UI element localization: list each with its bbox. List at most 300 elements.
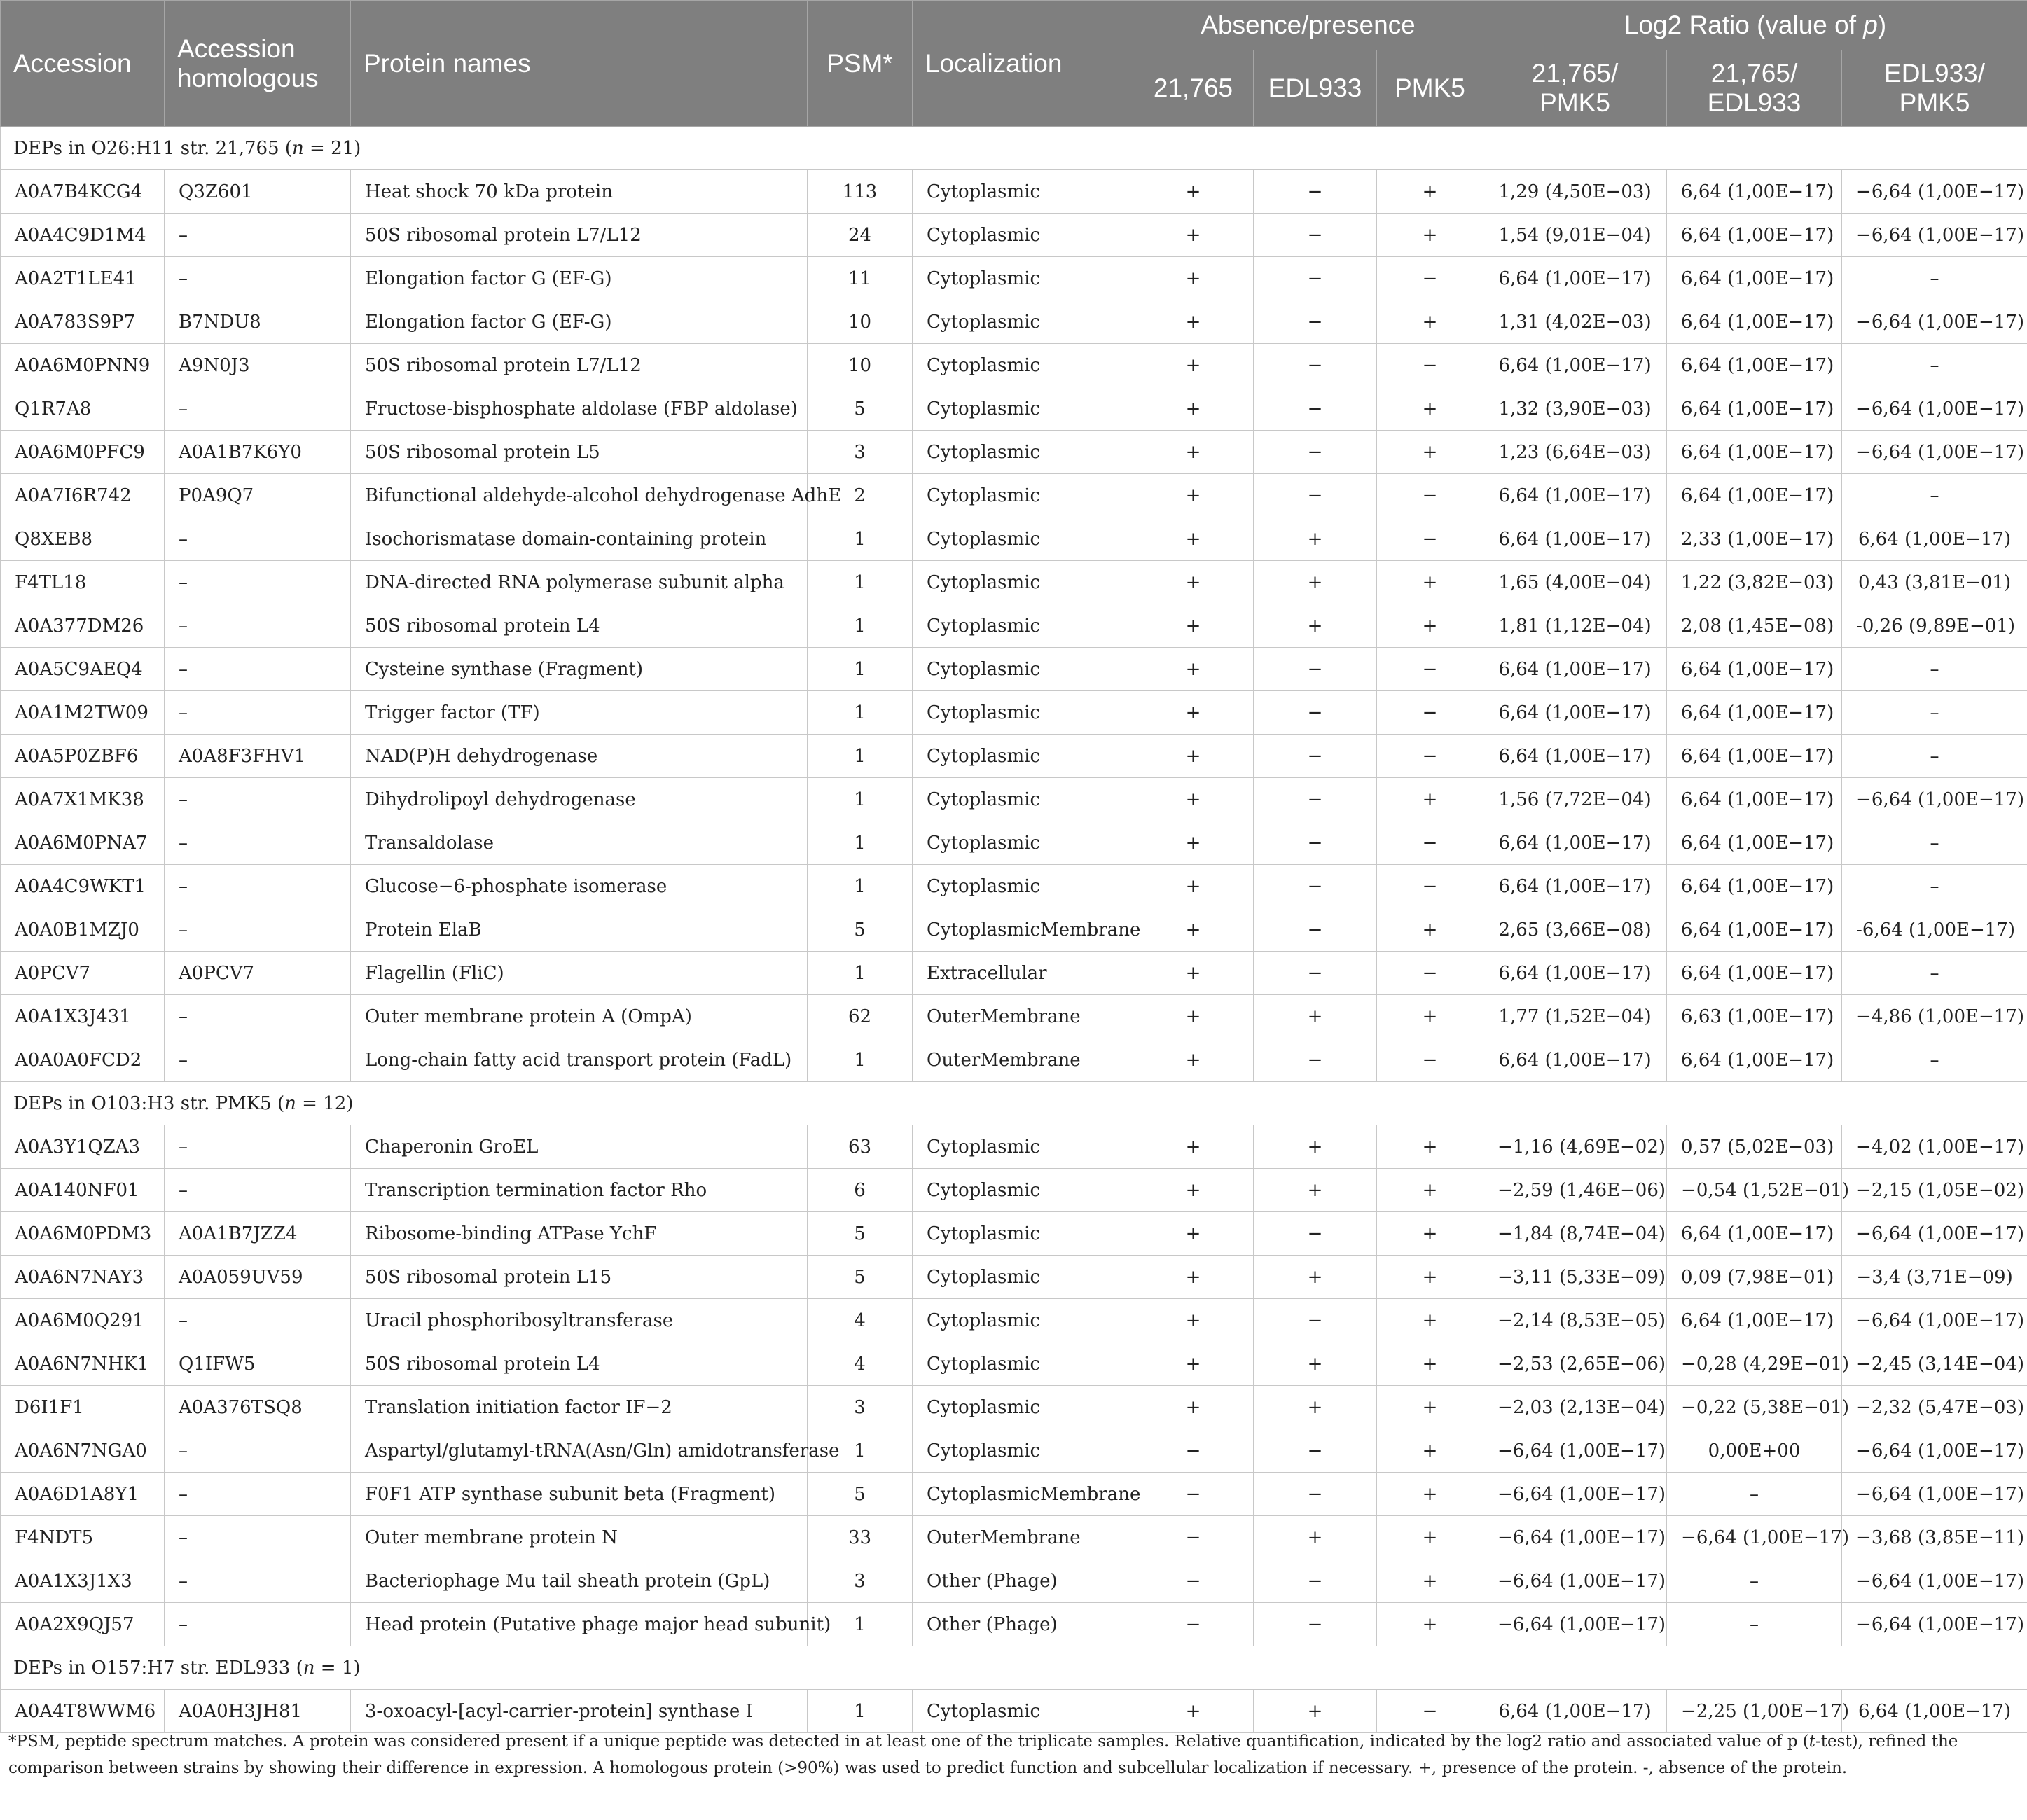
cell-accession-homologous: – (165, 1603, 351, 1646)
cell-ratio-21765-pmk5: 6,64 (1,00E−17) (1483, 474, 1667, 517)
cell-ratio-edl933-pmk5: – (1842, 691, 2027, 735)
cell-present-pmk5: + (1377, 1559, 1483, 1603)
footnote-part1: *PSM, peptide spectrum matches. A protein was considered present if a unique peptide was detected in at least one of the triplicate samples. Relative quantification, indicated by the log2 ratio and associated value of p ( (8, 1732, 1809, 1751)
cell-psm: 6 (808, 1169, 913, 1212)
cell-ratio-21765-pmk5: −1,16 (4,69E−02) (1483, 1125, 1667, 1169)
cell-present-pmk5: + (1377, 1299, 1483, 1342)
cell-psm: 5 (808, 1256, 913, 1299)
cell-localization: Cytoplasmic (913, 1342, 1133, 1386)
cell-ratio-21765-edl933: 6,64 (1,00E−17) (1667, 344, 1842, 387)
cell-protein-name: Chaperonin GroEL (351, 1125, 808, 1169)
cell-localization: Cytoplasmic (913, 431, 1133, 474)
cell-present-21765: + (1133, 735, 1254, 778)
cell-present-pmk5: − (1377, 821, 1483, 865)
cell-protein-name: Glucose−6-phosphate isomerase (351, 865, 808, 908)
cell-localization: Extracellular (913, 952, 1133, 995)
cell-localization: Cytoplasmic (913, 344, 1133, 387)
cell-ratio-21765-edl933: 6,64 (1,00E−17) (1667, 691, 1842, 735)
cell-present-21765: + (1133, 300, 1254, 344)
cell-present-pmk5: + (1377, 1169, 1483, 1212)
cell-protein-name: Outer membrane protein N (351, 1516, 808, 1559)
group-label-suffix: = 12) (296, 1092, 354, 1114)
cell-localization: Cytoplasmic (913, 1386, 1133, 1429)
header-strain-21765: 21,765 (1133, 50, 1254, 127)
cell-present-21765: + (1133, 865, 1254, 908)
cell-localization: Cytoplasmic (913, 1256, 1133, 1299)
cell-present-pmk5: − (1377, 865, 1483, 908)
cell-psm: 113 (808, 170, 913, 214)
cell-ratio-21765-edl933: 6,64 (1,00E−17) (1667, 1212, 1842, 1256)
cell-present-edl933: − (1254, 952, 1377, 995)
cell-localization: Other (Phage) (913, 1559, 1133, 1603)
cell-ratio-21765-edl933: 6,63 (1,00E−17) (1667, 995, 1842, 1038)
cell-present-edl933: + (1254, 1386, 1377, 1429)
cell-protein-name: Transcription termination factor Rho (351, 1169, 808, 1212)
cell-accession-homologous: – (165, 517, 351, 561)
cell-protein-name: Fructose-bisphosphate aldolase (FBP aldolase) (351, 387, 808, 431)
cell-present-21765: + (1133, 1386, 1254, 1429)
cell-present-21765: + (1133, 821, 1254, 865)
cell-psm: 1 (808, 561, 913, 604)
cell-accession: A0A0B1MZJ0 (1, 908, 165, 952)
cell-psm: 33 (808, 1516, 913, 1559)
cell-protein-name: 3-oxoacyl-[acyl-carrier-protein] synthase I (351, 1690, 808, 1733)
cell-ratio-edl933-pmk5: −6,64 (1,00E−17) (1842, 1299, 2027, 1342)
table-row (1, 431, 2027, 474)
cell-present-pmk5: − (1377, 517, 1483, 561)
cell-present-pmk5: − (1377, 691, 1483, 735)
cell-present-21765: − (1133, 1559, 1254, 1603)
cell-accession-homologous: – (165, 604, 351, 648)
cell-ratio-edl933-pmk5: – (1842, 952, 2027, 995)
cell-accession-homologous: – (165, 1299, 351, 1342)
table-row (1, 691, 2027, 735)
table-row (1, 1038, 2027, 1082)
cell-psm: 5 (808, 1473, 913, 1516)
table-row (1, 778, 2027, 821)
cell-protein-name: Dihydrolipoyl dehydrogenase (351, 778, 808, 821)
cell-ratio-21765-pmk5: 2,65 (3,66E−08) (1483, 908, 1667, 952)
cell-ratio-21765-pmk5: 1,54 (9,01E−04) (1483, 214, 1667, 257)
group-row (1, 1082, 2027, 1125)
cell-psm: 4 (808, 1342, 913, 1386)
table-row (1, 908, 2027, 952)
cell-present-pmk5: + (1377, 778, 1483, 821)
table-body (1, 127, 2027, 1733)
cell-localization: Cytoplasmic (913, 778, 1133, 821)
cell-ratio-21765-edl933: – (1667, 1603, 1842, 1646)
cell-present-pmk5: + (1377, 1125, 1483, 1169)
cell-protein-name: Flagellin (FliC) (351, 952, 808, 995)
table-row (1, 865, 2027, 908)
table-row (1, 1473, 2027, 1516)
cell-ratio-21765-edl933: 6,64 (1,00E−17) (1667, 735, 1842, 778)
cell-ratio-21765-edl933: −6,64 (1,00E−17) (1667, 1516, 1842, 1559)
cell-accession: A0A2T1LE41 (1, 257, 165, 300)
cell-protein-name: Ribosome-binding ATPase YchF (351, 1212, 808, 1256)
cell-present-edl933: + (1254, 517, 1377, 561)
cell-protein-name: Bifunctional aldehyde-alcohol dehydrogenase AdhE (351, 474, 808, 517)
cell-present-pmk5: + (1377, 1603, 1483, 1646)
cell-ratio-21765-pmk5: 6,64 (1,00E−17) (1483, 865, 1667, 908)
cell-accession-homologous: – (165, 1473, 351, 1516)
cell-localization: Cytoplasmic (913, 735, 1133, 778)
header-ratio-edl933-pmk5: EDL933/ PMK5 (1842, 50, 2027, 127)
cell-accession: F4TL18 (1, 561, 165, 604)
cell-present-21765: + (1133, 1212, 1254, 1256)
cell-present-edl933: + (1254, 1342, 1377, 1386)
cell-localization: CytoplasmicMembrane (913, 908, 1133, 952)
cell-present-pmk5: + (1377, 1342, 1483, 1386)
cell-ratio-21765-pmk5: 1,23 (6,64E−03) (1483, 431, 1667, 474)
cell-psm: 1 (808, 1603, 913, 1646)
cell-present-edl933: − (1254, 821, 1377, 865)
cell-localization: Cytoplasmic (913, 561, 1133, 604)
cell-localization: Cytoplasmic (913, 1690, 1133, 1733)
cell-psm: 63 (808, 1125, 913, 1169)
cell-ratio-21765-edl933: 0,57 (5,02E−03) (1667, 1125, 1842, 1169)
table-row (1, 170, 2027, 214)
cell-psm: 62 (808, 995, 913, 1038)
cell-accession-homologous: A0A059UV59 (165, 1256, 351, 1299)
cell-present-edl933: − (1254, 257, 1377, 300)
cell-protein-name: Long-chain fatty acid transport protein (FadL) (351, 1038, 808, 1082)
cell-present-21765: + (1133, 1690, 1254, 1733)
cell-present-edl933: − (1254, 735, 1377, 778)
cell-present-21765: + (1133, 1342, 1254, 1386)
cell-ratio-edl933-pmk5: −6,64 (1,00E−17) (1842, 387, 2027, 431)
cell-localization: Other (Phage) (913, 1603, 1133, 1646)
header-accession-homologous: Accession homologous (165, 1, 351, 127)
cell-ratio-21765-edl933: 6,64 (1,00E−17) (1667, 865, 1842, 908)
cell-accession-homologous: – (165, 821, 351, 865)
cell-accession-homologous: – (165, 1516, 351, 1559)
cell-accession-homologous: – (165, 1169, 351, 1212)
cell-ratio-edl933-pmk5: – (1842, 344, 2027, 387)
cell-present-pmk5: − (1377, 474, 1483, 517)
cell-ratio-21765-pmk5: −6,64 (1,00E−17) (1483, 1559, 1667, 1603)
cell-present-edl933: + (1254, 561, 1377, 604)
header-log2-ratio (1483, 1, 2027, 50)
cell-accession-homologous: – (165, 1559, 351, 1603)
cell-ratio-21765-edl933: 6,64 (1,00E−17) (1667, 214, 1842, 257)
cell-present-pmk5: + (1377, 214, 1483, 257)
cell-accession-homologous: – (165, 865, 351, 908)
cell-ratio-edl933-pmk5: −6,64 (1,00E−17) (1842, 431, 2027, 474)
cell-present-edl933: − (1254, 170, 1377, 214)
cell-psm: 1 (808, 952, 913, 995)
cell-present-edl933: − (1254, 1559, 1377, 1603)
cell-present-21765: + (1133, 1125, 1254, 1169)
cell-accession: A0A2X9QJ57 (1, 1603, 165, 1646)
group-label-suffix: = 1) (314, 1657, 361, 1679)
cell-psm: 1 (808, 778, 913, 821)
header-log2-ratio-p: p (1863, 11, 1878, 39)
cell-present-edl933: − (1254, 387, 1377, 431)
cell-ratio-edl933-pmk5: -6,64 (1,00E−17) (1842, 908, 2027, 952)
cell-localization: Cytoplasmic (913, 257, 1133, 300)
cell-localization: Cytoplasmic (913, 821, 1133, 865)
table-row (1, 1256, 2027, 1299)
cell-ratio-21765-pmk5: 1,29 (4,50E−03) (1483, 170, 1667, 214)
cell-protein-name: NAD(P)H dehydrogenase (351, 735, 808, 778)
header-ratio-21765-pmk5: 21,765/ PMK5 (1483, 50, 1667, 127)
cell-ratio-21765-edl933: 6,64 (1,00E−17) (1667, 170, 1842, 214)
cell-ratio-edl933-pmk5: −6,64 (1,00E−17) (1842, 1559, 2027, 1603)
cell-present-pmk5: + (1377, 431, 1483, 474)
cell-present-21765: + (1133, 474, 1254, 517)
cell-protein-name: 50S ribosomal protein L4 (351, 604, 808, 648)
cell-accession-homologous: – (165, 995, 351, 1038)
cell-ratio-edl933-pmk5: −3,68 (3,85E−11) (1842, 1516, 2027, 1559)
cell-accession-homologous: Q3Z601 (165, 170, 351, 214)
cell-accession: Q8XEB8 (1, 517, 165, 561)
cell-accession: A0A5P0ZBF6 (1, 735, 165, 778)
cell-present-21765: + (1133, 691, 1254, 735)
cell-ratio-21765-pmk5: 1,31 (4,02E−03) (1483, 300, 1667, 344)
cell-localization: Cytoplasmic (913, 1299, 1133, 1342)
table-row (1, 995, 2027, 1038)
cell-present-pmk5: − (1377, 648, 1483, 691)
cell-protein-name: Bacteriophage Mu tail sheath protein (GpL) (351, 1559, 808, 1603)
cell-ratio-edl933-pmk5: −6,64 (1,00E−17) (1842, 1212, 2027, 1256)
cell-accession-homologous: A0A0H3JH81 (165, 1690, 351, 1733)
cell-psm: 24 (808, 214, 913, 257)
cell-accession-homologous: P0A9Q7 (165, 474, 351, 517)
cell-psm: 1 (808, 1429, 913, 1473)
cell-psm: 1 (808, 865, 913, 908)
cell-ratio-edl933-pmk5: −6,64 (1,00E−17) (1842, 778, 2027, 821)
cell-accession-homologous: A9N0J3 (165, 344, 351, 387)
cell-ratio-21765-edl933: −0,54 (1,52E−01) (1667, 1169, 1842, 1212)
cell-psm: 1 (808, 1038, 913, 1082)
cell-accession: A0A6M0PNN9 (1, 344, 165, 387)
cell-present-edl933: + (1254, 604, 1377, 648)
cell-ratio-21765-pmk5: 6,64 (1,00E−17) (1483, 517, 1667, 561)
cell-psm: 1 (808, 1690, 913, 1733)
table-row (1, 648, 2027, 691)
cell-accession: Q1R7A8 (1, 387, 165, 431)
group-label (1, 1646, 2027, 1690)
cell-accession-homologous: – (165, 1038, 351, 1082)
header-log2-ratio-suffix: ) (1877, 11, 1887, 39)
footnote (0, 1728, 2020, 1781)
cell-ratio-21765-edl933: 2,33 (1,00E−17) (1667, 517, 1842, 561)
cell-present-pmk5: + (1377, 1386, 1483, 1429)
cell-present-21765: + (1133, 908, 1254, 952)
cell-present-pmk5: + (1377, 604, 1483, 648)
cell-ratio-21765-edl933: – (1667, 1559, 1842, 1603)
cell-ratio-21765-edl933: 6,64 (1,00E−17) (1667, 908, 1842, 952)
cell-ratio-edl933-pmk5: – (1842, 865, 2027, 908)
cell-psm: 1 (808, 821, 913, 865)
cell-accession-homologous: – (165, 257, 351, 300)
cell-ratio-21765-pmk5: −6,64 (1,00E−17) (1483, 1429, 1667, 1473)
cell-present-21765: + (1133, 431, 1254, 474)
cell-accession: A0A6M0PDM3 (1, 1212, 165, 1256)
table-row (1, 387, 2027, 431)
cell-present-21765: + (1133, 517, 1254, 561)
cell-psm: 5 (808, 387, 913, 431)
cell-protein-name: DNA-directed RNA polymerase subunit alpha (351, 561, 808, 604)
table-row (1, 821, 2027, 865)
cell-localization: CytoplasmicMembrane (913, 1473, 1133, 1516)
header-localization: Localization (913, 1, 1133, 127)
cell-protein-name: Transaldolase (351, 821, 808, 865)
cell-present-edl933: − (1254, 648, 1377, 691)
cell-present-edl933: − (1254, 344, 1377, 387)
cell-present-21765: + (1133, 1256, 1254, 1299)
cell-psm: 2 (808, 474, 913, 517)
cell-present-pmk5: + (1377, 170, 1483, 214)
table-row (1, 1125, 2027, 1169)
cell-localization: OuterMembrane (913, 1038, 1133, 1082)
cell-psm: 4 (808, 1299, 913, 1342)
cell-accession: A0A4C9D1M4 (1, 214, 165, 257)
cell-ratio-21765-edl933: 6,64 (1,00E−17) (1667, 1299, 1842, 1342)
cell-protein-name: Head protein (Putative phage major head subunit) (351, 1603, 808, 1646)
cell-ratio-edl933-pmk5: −6,64 (1,00E−17) (1842, 1473, 2027, 1516)
cell-ratio-edl933-pmk5: −6,64 (1,00E−17) (1842, 170, 2027, 214)
cell-accession: A0A5C9AEQ4 (1, 648, 165, 691)
cell-present-edl933: − (1254, 865, 1377, 908)
cell-ratio-edl933-pmk5: – (1842, 735, 2027, 778)
cell-localization: OuterMembrane (913, 1516, 1133, 1559)
footnote-t: t (1808, 1732, 1816, 1751)
cell-present-21765: + (1133, 214, 1254, 257)
table-row (1, 1386, 2027, 1429)
cell-protein-name: 50S ribosomal protein L15 (351, 1256, 808, 1299)
cell-localization: Cytoplasmic (913, 1212, 1133, 1256)
cell-ratio-21765-edl933: 1,22 (3,82E−03) (1667, 561, 1842, 604)
header-strain-pmk5: PMK5 (1377, 50, 1483, 127)
cell-present-edl933: + (1254, 1169, 1377, 1212)
cell-accession: A0A6M0PFC9 (1, 431, 165, 474)
table-row (1, 1169, 2027, 1212)
cell-present-edl933: − (1254, 1212, 1377, 1256)
cell-accession: A0A7X1MK38 (1, 778, 165, 821)
cell-accession: A0A7I6R742 (1, 474, 165, 517)
cell-ratio-21765-edl933: 6,64 (1,00E−17) (1667, 648, 1842, 691)
table-header (1, 1, 2027, 127)
cell-ratio-21765-edl933: 2,08 (1,45E−08) (1667, 604, 1842, 648)
cell-accession-homologous: – (165, 387, 351, 431)
cell-ratio-21765-edl933: 6,64 (1,00E−17) (1667, 300, 1842, 344)
cell-protein-name: Heat shock 70 kDa protein (351, 170, 808, 214)
table-row (1, 1559, 2027, 1603)
cell-ratio-21765-pmk5: 6,64 (1,00E−17) (1483, 1690, 1667, 1733)
cell-psm: 1 (808, 648, 913, 691)
table-row (1, 952, 2027, 995)
header-accession: Accession (1, 1, 165, 127)
table-row (1, 1299, 2027, 1342)
table-row (1, 1690, 2027, 1733)
table-row (1, 257, 2027, 300)
cell-ratio-21765-edl933: −2,25 (1,00E−17) (1667, 1690, 1842, 1733)
cell-present-21765: + (1133, 1038, 1254, 1082)
cell-psm: 1 (808, 691, 913, 735)
cell-present-21765: + (1133, 387, 1254, 431)
cell-ratio-edl933-pmk5: – (1842, 648, 2027, 691)
cell-protein-name: Cysteine synthase (Fragment) (351, 648, 808, 691)
cell-present-edl933: − (1254, 778, 1377, 821)
header-psm: PSM* (808, 1, 913, 127)
cell-ratio-21765-pmk5: 1,56 (7,72E−04) (1483, 778, 1667, 821)
cell-psm: 3 (808, 1386, 913, 1429)
cell-ratio-21765-edl933: 6,64 (1,00E−17) (1667, 257, 1842, 300)
cell-accession-homologous: – (165, 648, 351, 691)
cell-present-21765: − (1133, 1473, 1254, 1516)
cell-ratio-21765-edl933: – (1667, 1473, 1842, 1516)
cell-accession: A0A4T8WWM6 (1, 1690, 165, 1733)
cell-accession-homologous: – (165, 214, 351, 257)
group-label-suffix: = 21) (303, 137, 361, 159)
cell-accession: A0A1M2TW09 (1, 691, 165, 735)
cell-localization: Cytoplasmic (913, 648, 1133, 691)
cell-present-edl933: + (1254, 995, 1377, 1038)
cell-ratio-21765-pmk5: −2,14 (8,53E−05) (1483, 1299, 1667, 1342)
cell-protein-name: F0F1 ATP synthase subunit beta (Fragment) (351, 1473, 808, 1516)
cell-ratio-edl933-pmk5: – (1842, 821, 2027, 865)
cell-protein-name: Protein ElaB (351, 908, 808, 952)
cell-psm: 10 (808, 300, 913, 344)
cell-ratio-21765-pmk5: 6,64 (1,00E−17) (1483, 648, 1667, 691)
group-label-prefix: DEPs in O103:H3 str. PMK5 ( (13, 1092, 285, 1114)
cell-accession: A0A1X3J1X3 (1, 1559, 165, 1603)
cell-ratio-21765-edl933: −0,22 (5,38E−01) (1667, 1386, 1842, 1429)
cell-ratio-edl933-pmk5: −2,15 (1,05E−02) (1842, 1169, 2027, 1212)
footnote-part2: -test), refined the comparison between strains by showing their difference in expression. A homologous protein (>90%) was used to predict function and subcellular localization if necessary. +, presence of the protein. -, absence of the protein. (8, 1732, 1958, 1777)
cell-ratio-21765-edl933: 6,64 (1,00E−17) (1667, 387, 1842, 431)
cell-ratio-21765-pmk5: −3,11 (5,33E−09) (1483, 1256, 1667, 1299)
cell-localization: Cytoplasmic (913, 474, 1133, 517)
table-row (1, 735, 2027, 778)
cell-present-edl933: − (1254, 431, 1377, 474)
cell-present-pmk5: − (1377, 1038, 1483, 1082)
cell-present-21765: − (1133, 1429, 1254, 1473)
cell-present-pmk5: − (1377, 344, 1483, 387)
cell-localization: Cytoplasmic (913, 1429, 1133, 1473)
cell-accession: A0A1X3J431 (1, 995, 165, 1038)
cell-present-edl933: − (1254, 474, 1377, 517)
cell-localization: Cytoplasmic (913, 691, 1133, 735)
cell-accession-homologous: A0A376TSQ8 (165, 1386, 351, 1429)
cell-accession: A0A3Y1QZA3 (1, 1125, 165, 1169)
cell-localization: Cytoplasmic (913, 517, 1133, 561)
table-row (1, 1516, 2027, 1559)
group-row (1, 127, 2027, 170)
cell-localization: Cytoplasmic (913, 865, 1133, 908)
cell-accession-homologous: B7NDU8 (165, 300, 351, 344)
cell-accession-homologous: – (165, 908, 351, 952)
cell-protein-name: Elongation factor G (EF-G) (351, 257, 808, 300)
cell-accession-homologous: Q1IFW5 (165, 1342, 351, 1386)
cell-present-edl933: + (1254, 1516, 1377, 1559)
cell-present-21765: − (1133, 1516, 1254, 1559)
cell-localization: Cytoplasmic (913, 214, 1133, 257)
cell-present-edl933: − (1254, 1038, 1377, 1082)
cell-accession: A0A377DM26 (1, 604, 165, 648)
cell-localization: Cytoplasmic (913, 1125, 1133, 1169)
cell-accession: A0A7B4KCG4 (1, 170, 165, 214)
table-row (1, 604, 2027, 648)
cell-present-pmk5: + (1377, 1429, 1483, 1473)
cell-psm: 1 (808, 735, 913, 778)
cell-ratio-21765-pmk5: 6,64 (1,00E−17) (1483, 735, 1667, 778)
cell-present-pmk5: + (1377, 1256, 1483, 1299)
cell-accession-homologous: – (165, 691, 351, 735)
cell-ratio-21765-pmk5: −2,59 (1,46E−06) (1483, 1169, 1667, 1212)
